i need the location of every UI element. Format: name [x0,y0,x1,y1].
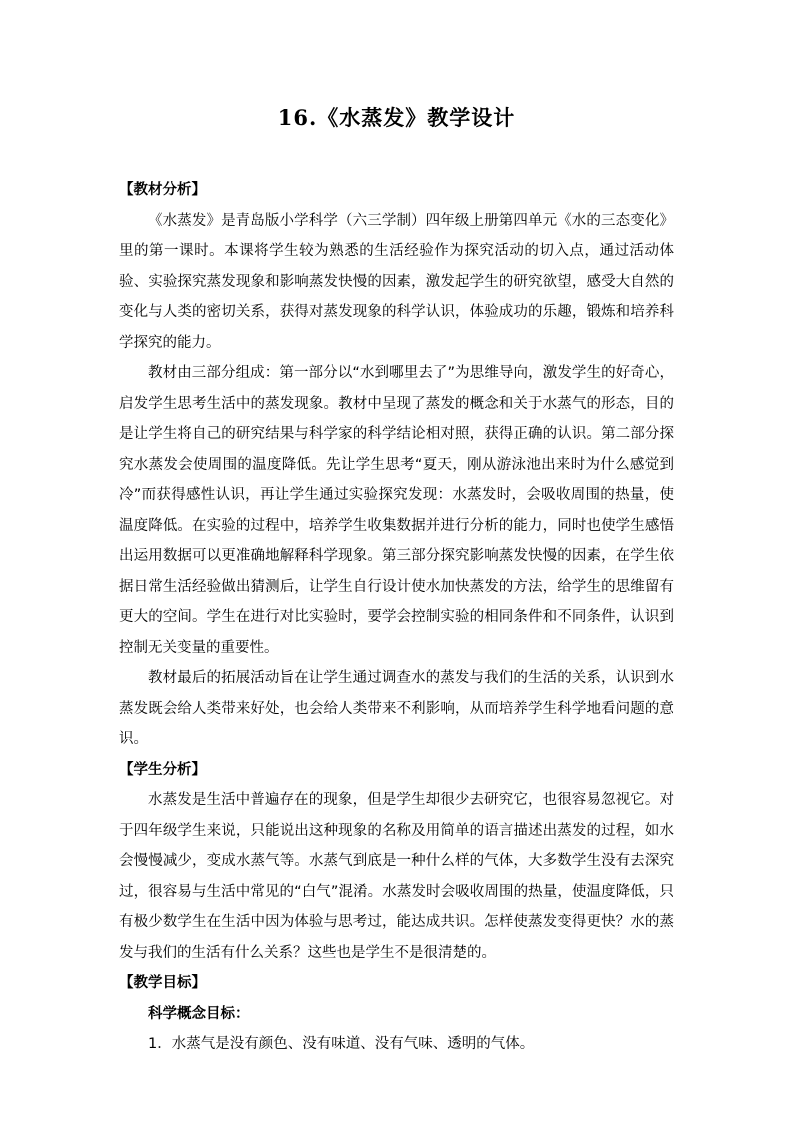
paragraph: 教材最后的拓展活动旨在让学生通过调查水的蒸发与我们的生活的关系，认识到水蒸发既会给人类带来好处，也会给人类带来不利影响，从而培养学生科学地看问题的意识。 [119,670,674,747]
paragraph: 教材由三部分组成：第一部分以“水到哪里去了”为思维导向，激发学生的好奇心，启发学生思考生活中的蒸发现象。教材中呈现了蒸发的概念和关于水蒸气的形态，目的是让学生将自己的研究结果与科学家的科学结论相对照，获得正确的认识。第二部分探究水蒸发会使周围的温度降低。先让学生思考“夏天，刚从游泳池出来时为什么感觉到冷”而获得感性认识，再让学生通过实验探究发现：水蒸发时，会吸收周围的热量，使温度降低。在实验的过程中，培养学生收集数据并进行分析的能力，同时也使学生感悟出运用数据可以更准确地解释科学现象。第三部分探究影响蒸发快慢的因素，在学生依据日常生活经验做出猜测后，让学生自行设计使水加快蒸发的方法，给学生的思维留有更大的空间。学生在进行对比实验时，要学会控制实验的相同条件和不同条件，认识到控制无关变量的重要性。 [119,365,674,656]
section-heading-student-analysis: 【学生分析】 [119,761,206,778]
paragraph: 《水蒸发》是青岛版小学科学（六三学制）四年级上册第四单元《水的三态变化》里的第一课时。本课将学生较为熟悉的生活经验作为探究活动的切入点，通过活动体验、实验探究蒸发现象和影响蒸发快慢的因素，激发起学生的研究欲望，感受大自然的变化与人类的密切关系，获得对蒸发现象的科学认识，体验成功的乐趣，锻炼和培养科学探究的能力。 [119,212,674,351]
paragraph: 水蒸发是生活中普遍存在的现象，但是学生却很少去研究它，也很容易忽视它。对于四年级学生来说，只能说出这种现象的名称及用简单的语言描述出蒸发的过程，如水会慢慢减少，变成水蒸气等。水蒸气到底是一种什么样的气体，大多数学生没有去深究过，很容易与生活中常见的“白气”混淆。水蒸发时会吸收周围的热量，使温度降低，只有极少数学生在生活中因为体验与思考过，能达成共识。怎样使蒸发变得更快？水的蒸发与我们的生活有什么关系？这些也是学生不是很清楚的。 [119,792,674,961]
document-title: 16.《水蒸发》教学设计 [277,105,516,130]
section-heading-textbook-analysis: 【教材分析】 [119,182,206,198]
document-body [119,175,674,1060]
section-heading-teaching-goals: 【教学目标】 [119,975,206,991]
subheading-science-concept-goals: 科学概念目标： [148,1005,250,1022]
list-item: 1．水蒸气是没有颜色、没有味道、没有气味、透明的气体。 [148,1036,535,1052]
